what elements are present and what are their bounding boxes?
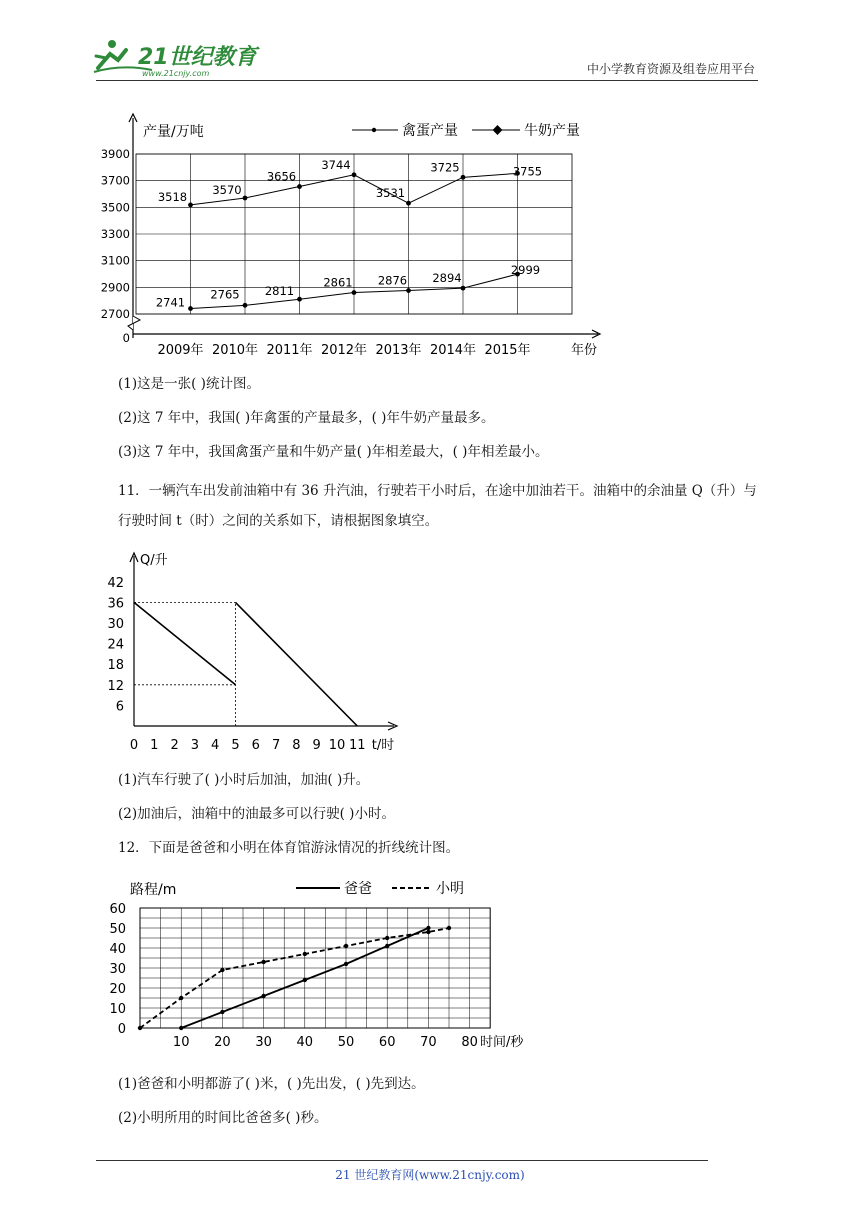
milk-point: [352, 290, 357, 295]
y-tick-label: 60: [109, 902, 126, 917]
egg-data-label: 3570: [212, 183, 242, 197]
y-tick-label: 0: [122, 331, 130, 345]
x-tick-label: 0: [129, 738, 139, 753]
milk-data-label: 2741: [155, 295, 186, 310]
xiaoming-point: [344, 944, 348, 948]
y-tick-label: 6: [115, 699, 124, 715]
y-tick-label: 42: [107, 575, 124, 591]
y-tick-label: 3700: [100, 173, 130, 188]
site-logo: [92, 36, 272, 80]
dad-point: [220, 1010, 224, 1014]
milk-point: [243, 303, 248, 308]
fuel-series-line-2: [236, 602, 358, 726]
dad-point: [303, 978, 307, 982]
x-tick-label: 2: [170, 738, 179, 753]
y-tick-label: 30: [107, 617, 124, 632]
egg-data-label: 3755: [512, 164, 543, 179]
egg-point: [406, 201, 411, 206]
xiaoming-point: [447, 926, 451, 930]
question-3-1: (1)爸爸和小明都游了( )米，( )先出发，( )先到达。: [118, 1076, 425, 1092]
milk-data-label: 2765: [210, 287, 240, 302]
x-tick-label: 8: [292, 738, 301, 753]
x-tick-label: 9: [312, 738, 321, 753]
dad-point: [426, 926, 430, 930]
problem-12-text: 12．下面是爸爸和小明在体育馆游泳情况的折线统计图。: [118, 840, 460, 856]
egg-point: [297, 184, 302, 189]
xiaoming-point: [138, 1026, 142, 1030]
y-tick-label: 24: [107, 637, 124, 653]
egg-data-label: 3725: [430, 160, 460, 175]
x-tick-label: 80: [461, 1035, 478, 1050]
legend-milk-label: 牛奶产量: [524, 123, 580, 139]
x-tick-label: 50: [337, 1035, 355, 1050]
legend-egg-label: 禽蛋产量: [402, 123, 458, 139]
y-tick-label: 3500: [100, 200, 130, 215]
x-tick-label: 2013年: [375, 343, 422, 358]
question-1-1: (1)这是一张( )统计图。: [118, 376, 260, 392]
y-tick-label: 3100: [100, 253, 130, 268]
egg-data-label: 3531: [375, 186, 406, 201]
milk-point: [406, 288, 411, 293]
y-axis-label: 路程/m: [130, 882, 177, 898]
x-tick-label: 3: [190, 738, 200, 753]
x-axis-label: 时间/秒: [480, 1035, 524, 1050]
x-tick-label: 2009年: [157, 343, 204, 358]
y-tick-label: 2900: [100, 280, 130, 295]
y-tick-label: 40: [109, 942, 126, 957]
x-tick-label: 7: [271, 738, 281, 753]
milk-data-label: 2861: [323, 275, 353, 290]
legend-xiaoming-label: 小明: [436, 881, 464, 897]
header-platform-text: 中小学教育资源及组卷应用平台: [586, 62, 755, 76]
x-tick-label: 11: [349, 738, 366, 753]
y-tick-label: 30: [109, 962, 126, 977]
y-tick-label: 2700: [100, 307, 130, 321]
xiaoming-point: [179, 996, 183, 1000]
chart-fuel: [100, 546, 420, 756]
xiaoming-point: [303, 952, 307, 956]
egg-point: [243, 196, 248, 201]
logo-text: 21世纪教育: [138, 45, 257, 70]
x-tick-label: 4: [211, 738, 220, 753]
y-tick-label: 20: [109, 982, 126, 997]
x-tick-label: 10: [172, 1035, 190, 1050]
fuel-series-line-1: [134, 602, 236, 684]
x-tick-label: 10: [328, 738, 346, 753]
milk-point: [461, 286, 466, 291]
xiaoming-point: [261, 960, 265, 964]
egg-data-label: 3656: [266, 169, 297, 184]
problem-11-text: 11．一辆汽车出发前油箱中有 36 升汽油，行驶若干小时后，在途中加油若干。油箱中的余油量 Q（升）与行驶时间 t（时）之间的关系如下，请根据图象填空。: [118, 483, 757, 529]
chart-production-plot: [101, 114, 600, 358]
x-tick-label: 20: [214, 1035, 231, 1050]
legend-dad-label: 爸爸: [344, 881, 372, 897]
x-tick-label: 30: [255, 1035, 272, 1050]
egg-point: [188, 203, 193, 208]
egg-data-label: 3518: [157, 189, 188, 204]
question-3-2: (2)小明所用的时间比爸爸多( )秒。: [118, 1110, 328, 1126]
chart-swimming: [100, 868, 550, 1058]
footer-text: 21 世纪教育网(www.21cnjy.com): [335, 1168, 525, 1182]
milk-data-label: 2811: [264, 284, 295, 299]
dad-point: [344, 962, 348, 966]
x-tick-label: 40: [296, 1035, 314, 1050]
egg-data-label: 3744: [321, 157, 351, 172]
x-tick-label: 1: [150, 738, 159, 753]
xiaoming-point: [220, 968, 224, 972]
question-2-1: (1)汽车行驶了( )小时后加油，加油( )升。: [118, 772, 370, 788]
x-axis-label: 年份: [570, 343, 598, 358]
logo-url: www.21cnjy.com: [142, 69, 210, 78]
dad-point: [179, 1026, 183, 1030]
xiaoming-point: [385, 936, 389, 940]
y-axis-label: 产量/万吨: [143, 124, 204, 140]
question-1-2: (2)这 7 年中，我国( )年禽蛋的产量最多，( )年牛奶产量最多。: [118, 410, 495, 426]
footer-divider: [96, 1160, 708, 1161]
y-tick-label: 0: [117, 1022, 126, 1037]
milk-data-label: 2876: [377, 273, 408, 288]
dad-point: [261, 994, 265, 998]
x-tick-label: 2011年: [266, 343, 313, 358]
x-tick-label: 2010年: [211, 343, 259, 358]
x-tick-label: 60: [378, 1035, 396, 1050]
x-axis-label: t/时: [371, 738, 395, 753]
y-tick-label: 3900: [100, 147, 130, 161]
y-tick-label: 10: [109, 1002, 126, 1017]
question-2-2: (2)加油后，油箱中的油最多可以行驶( )小时。: [118, 806, 395, 822]
y-axis-label: Q/升: [140, 553, 168, 568]
y-tick-label: 36: [107, 596, 124, 612]
legend-egg-marker: [372, 128, 376, 132]
milk-point: [188, 306, 193, 311]
milk-point: [297, 297, 302, 302]
x-tick-label: 2014年: [429, 343, 477, 358]
egg-point: [352, 172, 357, 177]
x-tick-label: 5: [231, 738, 240, 753]
y-tick-label: 18: [107, 658, 124, 674]
x-tick-label: 2015年: [484, 343, 531, 358]
y-tick-label: 50: [109, 922, 126, 937]
chart-swimming-plot: [109, 881, 524, 1050]
dad-point: [385, 944, 389, 948]
legend-milk-marker: [493, 125, 503, 135]
y-tick-label: 12: [107, 678, 124, 694]
x-tick-label: 70: [420, 1035, 437, 1050]
question-1-3: (3)这 7 年中，我国禽蛋产量和牛奶产量( )年相差最大，( )年相差最小。: [118, 444, 549, 460]
chart-production: [100, 104, 620, 360]
header-divider: [96, 80, 758, 81]
milk-data-label: 2894: [432, 271, 462, 286]
x-tick-label: 6: [251, 738, 260, 753]
chart-fuel-plot: [107, 553, 397, 753]
milk-data-label: 2999: [510, 263, 541, 278]
egg-point: [461, 175, 466, 180]
y-tick-label: 3300: [100, 227, 130, 241]
x-tick-label: 2012年: [320, 343, 368, 358]
xiaoming-point: [426, 930, 430, 934]
